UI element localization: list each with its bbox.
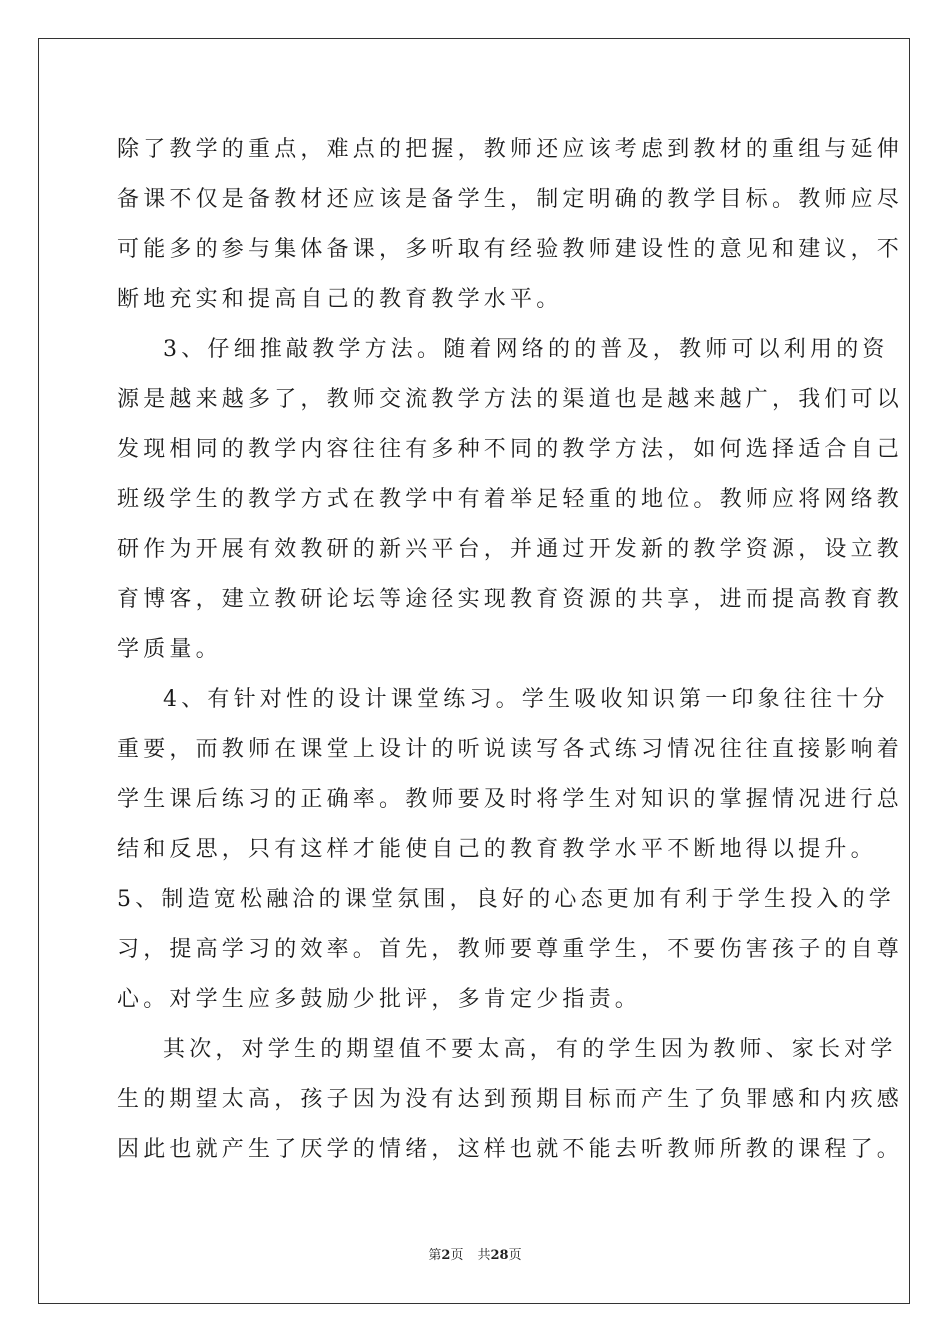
text-line: 学生课后练习的正确率。教师要及时将学生对知识的掌握情况进行总 — [117, 787, 904, 812]
text-line: 源是越来越多了，教师交流教学方法的渠道也是越来越广，我们可以 — [117, 387, 904, 412]
text-line: 除了教学的重点，难点的把握，教师还应该考虑到教材的重组与延伸 — [117, 137, 904, 162]
total-suffix: 页 — [508, 1248, 522, 1263]
text-line: 3、仔细推敲教学方法。随着网络的的普及，教师可以利用的资 — [163, 337, 889, 362]
text-line: 习，提高学习的效率。首先，教师要尊重学生，不要伤害孩子的自尊 — [117, 937, 904, 962]
page-prefix: 第 — [428, 1248, 442, 1263]
text-line: 备课不仅是备教材还应该是备学生，制定明确的教学目标。教师应尽 — [117, 187, 904, 212]
text-line: 因此也就产生了厌学的情绪，这样也就不能去听教师所教的课程了。 — [117, 1137, 904, 1162]
text-line: 4、有针对性的设计课堂练习。学生吸收知识第一印象往往十分 — [163, 687, 889, 712]
text-line: 断地充实和提高自己的教育教学水平。 — [117, 287, 563, 312]
page-footer — [0, 1248, 950, 1264]
page-suffix: 页 — [450, 1248, 464, 1263]
text-line: 研作为开展有效教研的新兴平台，并通过开发新的教学资源，设立教 — [117, 537, 904, 562]
text-line: 5、制造宽松融洽的课堂氛围，良好的心态更加有利于学生投入的学 — [117, 887, 895, 912]
text-line: 可能多的参与集体备课，多听取有经验教师建设性的意见和建议，不 — [117, 237, 904, 262]
page-number: 2 — [441, 1248, 451, 1263]
text-line: 班级学生的教学方式在教学中有着举足轻重的地位。教师应将网络教 — [117, 487, 904, 512]
text-line: 发现相同的教学内容往往有多种不同的教学方法，如何选择适合自己 — [117, 437, 904, 462]
text-line: 其次，对学生的期望值不要太高，有的学生因为教师、家长对学 — [163, 1037, 897, 1062]
text-line: 生的期望太高，孩子因为没有达到预期目标而产生了负罪感和内疚感 — [117, 1087, 904, 1112]
total-pages: 28 — [490, 1248, 509, 1263]
total-prefix: 共 — [477, 1248, 491, 1263]
text-line: 育博客，建立教研论坛等途径实现教育资源的共享，进而提高教育教 — [117, 587, 904, 612]
text-line: 心。对学生应多鼓励少批评，多肯定少指责。 — [117, 987, 642, 1012]
text-line: 学质量。 — [117, 637, 222, 662]
text-line: 重要，而教师在课堂上设计的听说读写各式练习情况往往直接影响着 — [117, 737, 904, 762]
text-line: 结和反思，只有这样才能使自己的教育教学水平不断地得以提升。 — [117, 837, 877, 862]
